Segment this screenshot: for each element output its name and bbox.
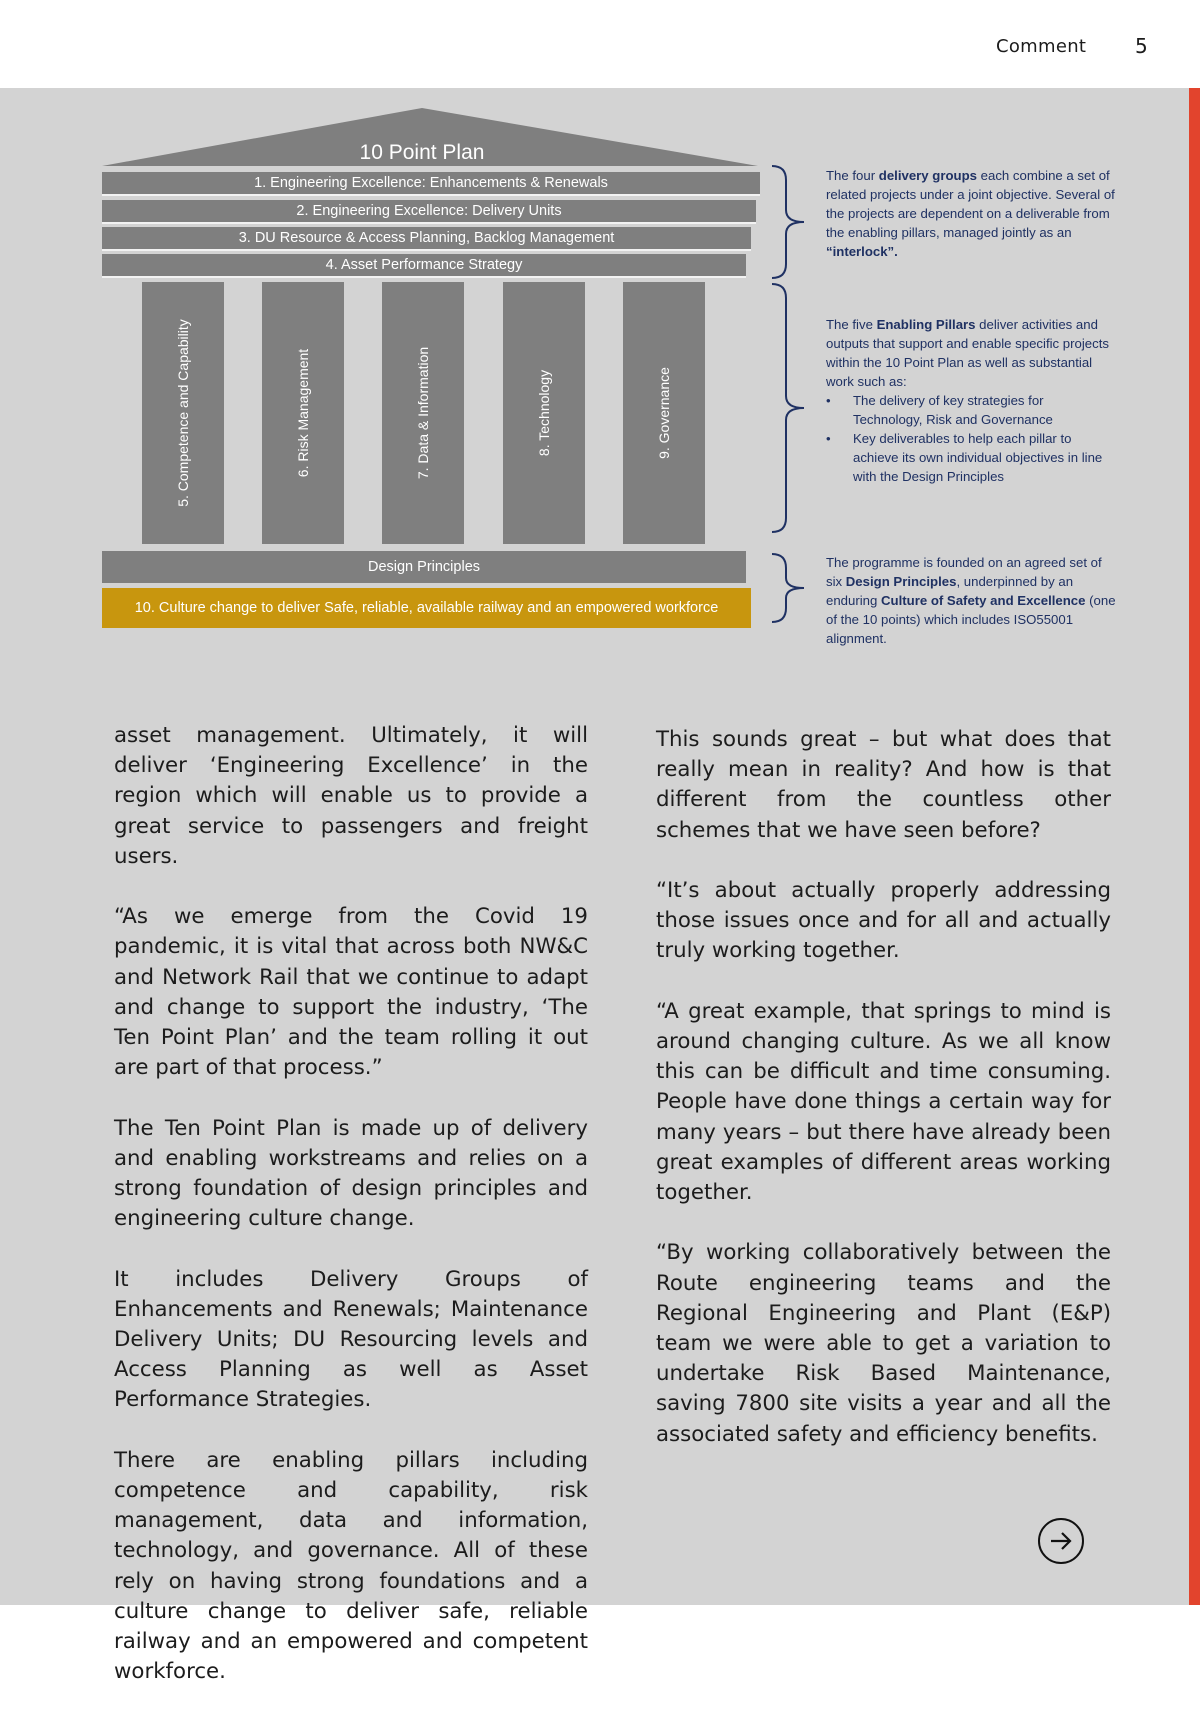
article-left-column bbox=[114, 721, 588, 1718]
beam-3: 3. DU Resource & Access Planning, Backlog Management bbox=[102, 227, 751, 251]
note-text: The four bbox=[826, 168, 879, 183]
brace-pillars bbox=[772, 284, 804, 532]
pillar-label: 9. Governance bbox=[656, 367, 672, 459]
beam-2: 2. Engineering Excellence: Delivery Units bbox=[102, 200, 756, 224]
content-panel bbox=[0, 88, 1189, 1685]
note-delivery-groups bbox=[826, 166, 1116, 261]
note-text: deliver activities and outputs that support and enable specific projects within the 10 Point Plan as well as substantial work such as: bbox=[826, 317, 1109, 389]
paragraph: There are enabling pillars including competence and capability, risk management, data and information, technology, and governance. All of these rely on having strong foundations and a culture change to deliver safe, reliable railway and an empowered and competent workforce. bbox=[114, 1447, 588, 1685]
note-bullet: • Key deliverables to help each pillar to achieve its own individual objectives in line with the Design Principles bbox=[853, 429, 1116, 486]
note-text: The programme is founded on an agreed set of six bbox=[826, 555, 1102, 589]
design-principles-base: Design Principles bbox=[102, 551, 746, 583]
brace-foundation bbox=[772, 554, 804, 622]
paragraph: This sounds great – but what does that really mean in reality? And how is that different from the countless other schemes that we have seen before? bbox=[656, 727, 1111, 843]
note-text: The five bbox=[826, 317, 877, 332]
pillar-7 bbox=[382, 282, 464, 544]
pillar-label: 7. Data & Information bbox=[415, 346, 431, 480]
paragraph: asset management. Ultimately, it will deliver ‘Engineering Excellence’ in the region which will enable us to provide a great service to passengers and freight users. bbox=[114, 723, 588, 869]
pillar-label: 8. Technology bbox=[536, 369, 552, 457]
paragraph: “By working collaboratively between the Route engineering teams and the Regional Engineering and Plant (E&P) team we were able to get a variation to undertake Risk Based Maintenance, saving 7800 site visits a year and all the associated safety and efficiency benefits. bbox=[656, 1240, 1111, 1447]
beam-1: 1. Engineering Excellence: Enhancements & Renewals bbox=[102, 172, 760, 196]
arrow-right-circle-icon bbox=[1048, 1528, 1074, 1554]
next-page-button[interactable] bbox=[1038, 1518, 1084, 1564]
culture-foundation: 10. Culture change to deliver Safe, reliable, available railway and an empowered workforce bbox=[102, 588, 751, 628]
brace-delivery bbox=[772, 166, 804, 278]
pillar-label: 6. Risk Management bbox=[295, 348, 311, 478]
page-number: 5 bbox=[1135, 34, 1148, 58]
beam-4: 4. Asset Performance Strategy bbox=[102, 254, 746, 278]
note-bullets bbox=[826, 391, 1116, 486]
paragraph: It includes Delivery Groups of Enhancements and Renewals; Maintenance Delivery Units; DU Resourcing levels and Access Planning as well as Asset Performance Strategies. bbox=[114, 1266, 588, 1413]
note-text: (one of the 10 points) which includes ISO55001 alignment. bbox=[826, 593, 1116, 646]
note-foundation bbox=[826, 553, 1116, 648]
ten-point-plan-diagram bbox=[0, 88, 1189, 768]
note-enabling-pillars bbox=[826, 315, 1116, 486]
note-text: each combine a set of related projects under a joint objective. Several of the projects are dependent on a deliverable from the enabling pillars, managed jointly as an bbox=[826, 168, 1115, 240]
pillar-9 bbox=[623, 282, 705, 544]
article-right-column bbox=[656, 725, 1111, 1480]
note-bold: delivery groups bbox=[878, 168, 977, 183]
section-label: Comment bbox=[996, 36, 1087, 57]
pillar-8 bbox=[503, 282, 585, 544]
paragraph: “As we emerge from the Covid 19 pandemic, it is vital that across both NW&C and Network Rail that we continue to adapt and change to support the industry, ‘The Ten Point Plan’ and the team rolling it out are part of that process.” bbox=[114, 904, 588, 1081]
paragraph: The Ten Point Plan is made up of delivery and enabling workstreams and relies on a strong foundation of design principles and engineering culture change. bbox=[114, 1115, 588, 1232]
note-bold: “interlock”. bbox=[826, 244, 898, 259]
accent-bar bbox=[1189, 88, 1200, 1605]
note-bold: Design Principles bbox=[845, 574, 957, 589]
pillar-5 bbox=[142, 282, 224, 544]
diagram-title: 10 Point Plan bbox=[359, 141, 485, 164]
note-bold: Culture of Safety and Excellence bbox=[881, 593, 1086, 608]
note-bullet: • The delivery of key strategies for Technology, Risk and Governance bbox=[853, 391, 1116, 429]
pillar-label: 5. Competence and Capability bbox=[175, 319, 191, 507]
paragraph: “A great example, that springs to mind is around changing culture. As we all know this can be difficult and time consuming. People have done things a certain way for many years – but there have already been great examples of different areas working together. bbox=[656, 998, 1111, 1206]
note-text: , underpinned by an enduring bbox=[826, 574, 1074, 608]
note-bold: Enabling Pillars bbox=[876, 317, 976, 332]
pillar-6 bbox=[262, 282, 344, 544]
paragraph: “It’s about actually properly addressing those issues once and for all and actually truly working together. bbox=[656, 878, 1111, 964]
